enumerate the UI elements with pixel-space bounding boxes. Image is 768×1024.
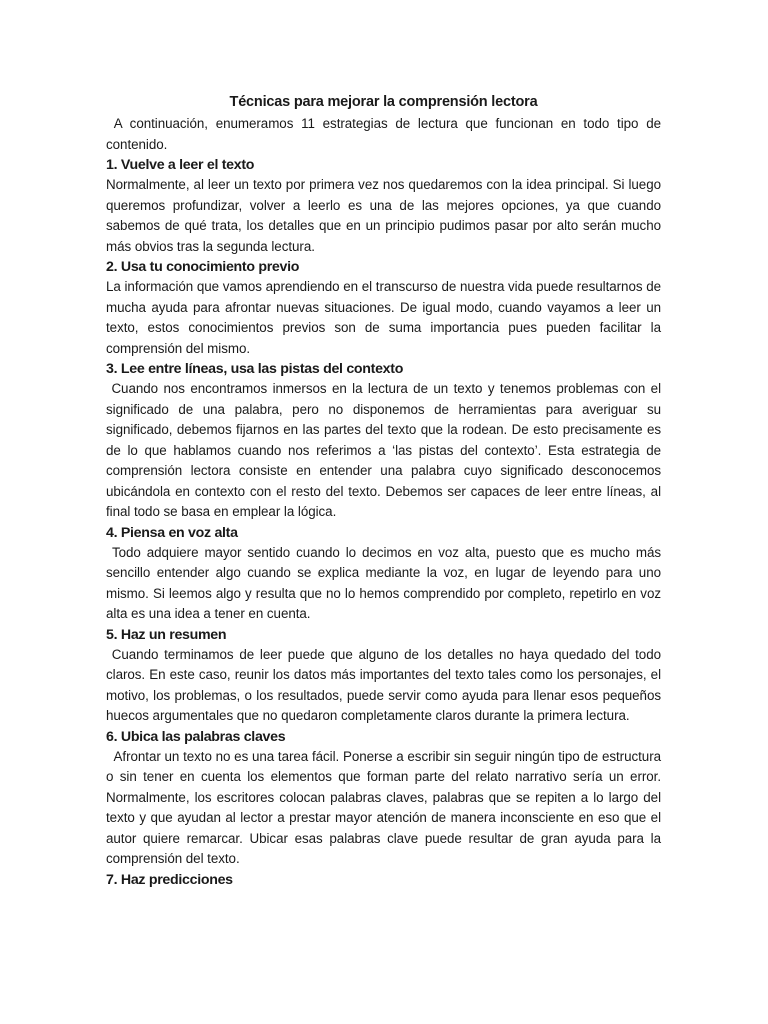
document-title: Técnicas para mejorar la comprensión lectora	[229, 94, 538, 110]
section-body-3: Cuando nos encontramos inmersos en la lectura de un texto y tenemos problemas con el significado de una palabra, pero no disponemos de herramientas para averiguar su significado, debemos fijarnos en las partes del texto que la rodean. De esto precisamente es de lo que hablamos cuando nos referimos a ‘las pistas del contexto’. Esta estrategia de comprensión lectora consiste en entender una palabra cuyo significado desconocemos ubicándola en contexto con el resto del texto. Debemos ser capaces de leer entre líneas, al final todo se basa en emplear la lógica.	[106, 381, 665, 519]
section-body-4: Todo adquiere mayor sentido cuando lo decimos en voz alta, puesto que es mucho más sencillo entender algo cuando se explica mediante la voz, en lugar de leyendo para uno mismo. Si leemos algo y resulta que no lo hemos comprendido por completo, repetirlo en voz alta es una idea a tener en cuenta.	[106, 544, 665, 621]
section-heading-7: 7. Haz predicciones	[106, 871, 233, 888]
section-heading-5: 5. Haz un resumen	[106, 626, 227, 643]
section-body-5: Cuando terminamos de leer puede que alguno de los detalles no haya quedado del todo claros. En este caso, reunir los datos más importantes del texto tales como los personajes, el motivo, los problemas, o los resultados, puede servir como ayuda para llenar esos pequeños huecos argumentales que no quedaron completamente claros durante la primera lectura.	[106, 646, 665, 723]
document-page	[106, 92, 665, 890]
section-heading-1: 1. Vuelve a leer el texto	[106, 157, 255, 173]
section-body-1: Normalmente, al leer un texto por primera vez nos quedaremos con la idea principal. Si luego queremos profundizar, volver a leerlo es una de las mejores opciones, ya que cuando sabemos de qué trata, los detalles que en un principio pudimos pasar por alto serán mucho más obvios tras la segunda lectura.	[106, 177, 665, 254]
section-body-6: Afrontar un texto no es una tarea fácil. Ponerse a escribir sin seguir ningún tipo de estructura o sin tener en cuenta los elementos que forman parte del relato narrativo sería un error. Normalmente, los escritores colocan palabras claves, palabras que se repiten a lo largo del texto y que ayudan al lector a prestar mayor atención de manera inconsciente en eso que el autor quiere remarcar. Ubicar esas palabras clave puede resultar de gran ayuda para la comprensión del texto.	[106, 748, 665, 866]
section-heading-3: 3. Lee entre líneas, usa las pistas del contexto	[106, 361, 404, 377]
section-heading-2: 2. Usa tu conocimiento previo	[106, 259, 300, 275]
intro-paragraph: A continuación, enumeramos 11 estrategias de lectura que funcionan en todo tipo de contenido.	[106, 116, 665, 152]
section-heading-6: 6. Ubica las palabras claves	[106, 728, 286, 745]
section-heading-4: 4. Piensa en voz alta	[106, 524, 238, 541]
section-body-2: La información que vamos aprendiendo en el transcurso de nuestra vida puede resultarnos de mucha ayuda para afrontar nuevas situaciones. De igual modo, cuando vayamos a leer un texto, estos conocimientos previos son de suma importancia pues pueden facilitar la comprensión del mismo.	[106, 279, 665, 356]
